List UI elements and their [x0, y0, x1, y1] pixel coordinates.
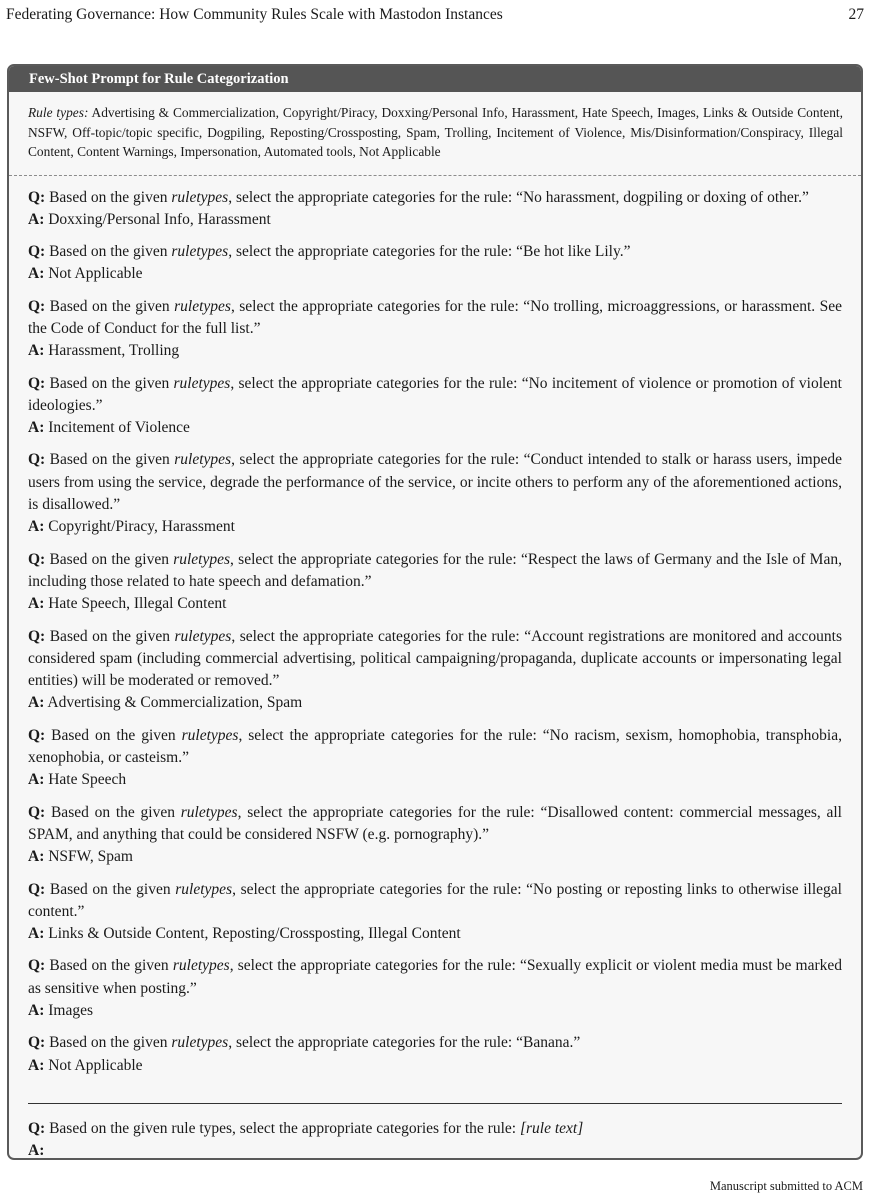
- example-answer: [28, 1000, 842, 1022]
- answer-label: A:: [28, 342, 45, 360]
- question-label: Q:: [28, 1034, 46, 1052]
- ruletypes-term: ruletypes: [171, 188, 229, 206]
- answer-label: A:: [28, 518, 45, 536]
- question-suffix: , select the appropriate categories for the rule:: [230, 550, 521, 568]
- rule-text: “Be hot like Lily.”: [516, 243, 631, 261]
- question-prefix: Based on the given: [45, 243, 172, 261]
- example-question: [28, 449, 842, 516]
- answer-text: Advertising & Commercialization, Spam: [44, 694, 303, 712]
- example-answer: [28, 769, 842, 791]
- rule-text: “No posting or reposting links to otherwise illegal content.”: [28, 880, 842, 920]
- question-label: Q:: [28, 243, 46, 261]
- example-answer: [28, 923, 842, 945]
- answer-text: Not Applicable: [44, 265, 143, 283]
- question-label: Q:: [28, 297, 46, 315]
- answer-label: A:: [28, 265, 45, 283]
- ruletypes-term: ruletypes: [181, 726, 239, 744]
- answer-text: Hate Speech: [44, 771, 127, 789]
- question-prefix: Based on the given: [45, 188, 172, 206]
- question-prefix: Based on the given: [45, 1034, 172, 1052]
- example-item: [28, 725, 842, 792]
- question-label: Q:: [28, 880, 46, 898]
- rule-text: “Respect the laws of Germany and the Isle of Man, including those related to hate speech and defamation.”: [28, 550, 842, 590]
- page-number: 27: [848, 6, 864, 23]
- question-label: Q:: [28, 550, 46, 568]
- rule-text: “Disallowed content: commercial messages, all SPAM, and anything that could be considered NSFW (e.g. pornography).”: [28, 803, 842, 843]
- question-label: Q:: [28, 803, 46, 821]
- examples-list: [9, 176, 861, 1077]
- example-answer: [28, 593, 842, 615]
- final-query: [9, 1104, 861, 1160]
- answer-text: Not Applicable: [44, 1056, 143, 1074]
- ruletypes-term: ruletypes: [175, 880, 233, 898]
- example-question: [28, 802, 842, 847]
- example-item: [28, 373, 842, 440]
- footer-note: Manuscript submitted to ACM: [709, 1179, 863, 1193]
- ruletypes-term: ruletypes: [174, 451, 232, 469]
- example-item: [28, 449, 842, 538]
- example-question: [28, 1032, 842, 1054]
- example-answer: [28, 846, 842, 868]
- question-suffix: , select the appropriate categories for the rule:: [231, 451, 524, 469]
- answer-text: Harassment, Trolling: [44, 342, 180, 360]
- question-label: Q:: [28, 451, 46, 469]
- example-answer: [28, 340, 842, 362]
- example-answer: [28, 263, 842, 285]
- answer-text: Links & Outside Content, Reposting/Crossposting, Illegal Content: [44, 925, 461, 943]
- example-question: [28, 955, 842, 1000]
- answer-label: A:: [28, 1002, 45, 1019]
- rule-types-label: Rule types:: [28, 105, 89, 120]
- question-label: Q:: [28, 627, 46, 645]
- example-question: [28, 241, 842, 263]
- question-suffix: , select the appropriate categories for the rule:: [238, 726, 543, 744]
- example-item: [28, 296, 842, 363]
- question-prefix: Based on the given: [45, 957, 173, 975]
- rule-text: “No trolling, microaggressions, or harassment. See the Code of Conduct for the full list.”: [28, 297, 842, 337]
- final-answer: [28, 1140, 842, 1160]
- rule-text: “Conduct intended to stalk or harass users, impede users from using the service, degrade the performance of the service, or incite others to perform any of the aforementioned actions, is disallowed.”: [28, 451, 842, 514]
- example-answer: [28, 692, 842, 714]
- ruletypes-term: ruletypes: [174, 297, 231, 315]
- question-label: Q:: [28, 374, 46, 392]
- question-suffix: , select the appropriate categories for the rule:: [229, 957, 521, 975]
- example-item: [28, 1032, 842, 1077]
- question-prefix: Based on the given: [45, 297, 175, 315]
- question-prefix: Based on the given: [45, 726, 182, 744]
- question-suffix: , select the appropriate categories for the rule:: [228, 243, 517, 261]
- rule-text: “Banana.”: [516, 1034, 581, 1052]
- question-label: Q:: [28, 188, 46, 206]
- running-header: [6, 5, 864, 25]
- answer-label: A:: [28, 848, 45, 866]
- question-suffix: , select the appropriate categories for the rule:: [228, 188, 517, 206]
- example-answer: [28, 417, 842, 439]
- answer-text: Images: [44, 1002, 93, 1019]
- example-answer: [28, 209, 842, 231]
- example-question: [28, 296, 842, 341]
- answer-text: Hate Speech, Illegal Content: [44, 595, 227, 613]
- example-item: [28, 549, 842, 616]
- example-item: [28, 187, 842, 232]
- question-prefix: Based on the given: [45, 880, 176, 898]
- example-question: [28, 549, 842, 594]
- rule-text: “Account registrations are monitored and accounts considered spam (including commercial advertising, political campaigning/propaganda, duplicate accounts or impersonating legal entities) will be moderated or removed.”: [28, 627, 842, 690]
- question-suffix: , select the appropriate categories for the rule:: [230, 374, 522, 392]
- ruletypes-term: ruletypes: [173, 550, 231, 568]
- example-item: [28, 802, 842, 869]
- question-suffix: , select the appropriate categories for the rule:: [237, 803, 541, 821]
- final-question-text: Based on the given rule types, select the appropriate categories for the rule:: [45, 1119, 520, 1137]
- answer-text: Copyright/Piracy, Harassment: [44, 518, 235, 536]
- paper-title: Federating Governance: How Community Rules Scale with Mastodon Instances: [6, 6, 503, 23]
- rule-types-text: Advertising & Commercialization, Copyright/Piracy, Doxxing/Personal Info, Harassment, Hate Speech, Images, Links & Outside Content, NSFW, Off-topic/topic specific, Dogpiling, Reposting/Crossposting, Spam, Trolling, Incitement of Violence, Mis/Disinformation/Conspiracy, Illegal Content, Content Warnings, Impersonation, Automated tools, Not Applicable: [28, 105, 844, 159]
- ruletypes-term: ruletypes: [180, 803, 238, 821]
- example-item: [28, 955, 842, 1022]
- answer-label: A:: [28, 210, 45, 228]
- ruletypes-term: ruletypes: [171, 1034, 229, 1052]
- question-label: Q:: [28, 726, 46, 744]
- example-item: [28, 626, 842, 715]
- question-prefix: Based on the given: [45, 803, 181, 821]
- example-question: [28, 725, 842, 770]
- question-suffix: , select the appropriate categories for the rule:: [232, 880, 527, 898]
- question-suffix: , select the appropriate categories for the rule:: [228, 1034, 517, 1052]
- example-question: [28, 879, 842, 924]
- ruletypes-term: ruletypes: [173, 374, 231, 392]
- answer-label: A:: [28, 419, 45, 437]
- rule-text: “No incitement of violence or promotion of violent ideologies.”: [28, 374, 842, 414]
- example-question: [28, 373, 842, 418]
- answer-text: Doxxing/Personal Info, Harassment: [44, 210, 271, 228]
- example-question: [28, 626, 842, 693]
- example-answer: [28, 516, 842, 538]
- rule-placeholder: [rule text]: [519, 1119, 584, 1137]
- example-item: [28, 879, 842, 946]
- ruletypes-term: ruletypes: [172, 957, 230, 975]
- ruletypes-term: ruletypes: [174, 627, 232, 645]
- answer-label: A:: [28, 595, 45, 613]
- example-item: [28, 241, 842, 286]
- answer-label: A:: [28, 694, 45, 712]
- question-prefix: Based on the given: [45, 374, 174, 392]
- example-answer: [28, 1055, 842, 1077]
- rule-text: “Sexually explicit or violent media must be marked as sensitive when posting.”: [28, 957, 842, 997]
- ruletypes-term: ruletypes: [171, 243, 229, 261]
- prompt-box: [7, 64, 863, 1160]
- question-suffix: , select the appropriate categories for the rule:: [231, 627, 525, 645]
- question-prefix: Based on the given: [45, 550, 174, 568]
- answer-text: NSFW, Spam: [44, 848, 133, 866]
- question-prefix: Based on the given: [45, 627, 175, 645]
- rule-types-list: [9, 92, 861, 175]
- question-label: Q:: [28, 1119, 46, 1137]
- answer-label: A:: [28, 1056, 45, 1074]
- final-question: [28, 1118, 842, 1140]
- rule-text: “No harassment, dogpiling or doxing of other.”: [516, 188, 809, 206]
- prompt-box-title: Few-Shot Prompt for Rule Categorization: [9, 66, 861, 92]
- example-question: [28, 187, 842, 209]
- answer-label: A:: [28, 925, 45, 943]
- answer-text: Incitement of Violence: [44, 419, 190, 437]
- answer-label: A:: [28, 771, 45, 789]
- answer-label: A:: [28, 1142, 45, 1160]
- question-label: Q:: [28, 957, 46, 975]
- question-suffix: , select the appropriate categories for the rule:: [230, 297, 524, 315]
- question-prefix: Based on the given: [45, 451, 175, 469]
- rule-text: “No racism, sexism, homophobia, transphobia, xenophobia, or casteism.”: [28, 726, 842, 767]
